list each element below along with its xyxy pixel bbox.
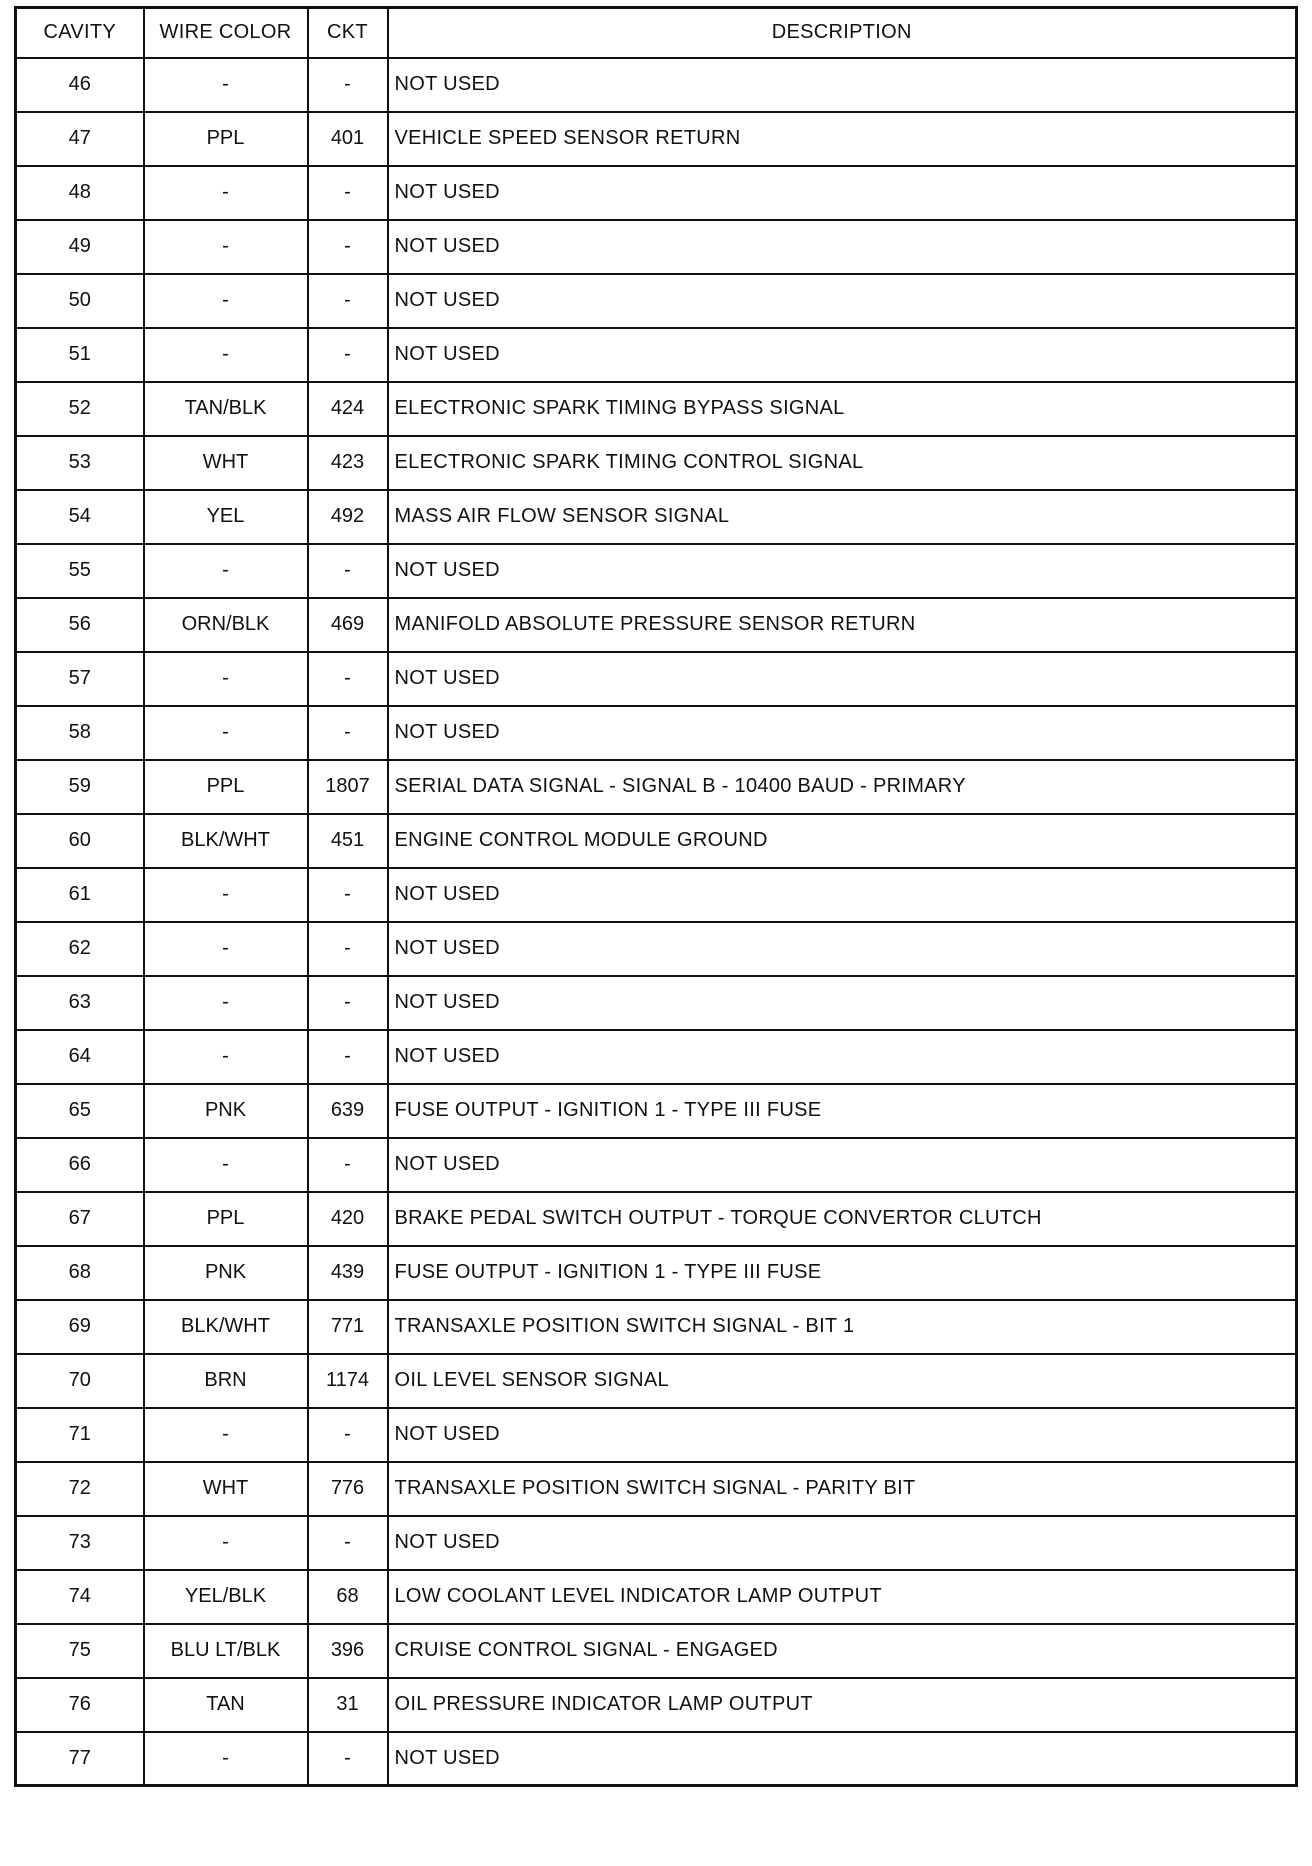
cell-description: MANIFOLD ABSOLUTE PRESSURE SENSOR RETURN <box>388 598 1297 652</box>
table-row <box>16 652 1297 706</box>
table-row <box>16 382 1297 436</box>
cell-description: NOT USED <box>388 706 1297 760</box>
cell-wire-color: - <box>144 328 308 382</box>
cell-ckt: 1807 <box>308 760 388 814</box>
cell-wire-color: - <box>144 220 308 274</box>
cell-description: FUSE OUTPUT - IGNITION 1 - TYPE III FUSE <box>388 1246 1297 1300</box>
cell-cavity: 74 <box>16 1570 144 1624</box>
table-row <box>16 1354 1297 1408</box>
cell-wire-color: - <box>144 1408 308 1462</box>
cell-description: BRAKE PEDAL SWITCH OUTPUT - TORQUE CONVERTOR CLUTCH <box>388 1192 1297 1246</box>
cell-ckt: 492 <box>308 490 388 544</box>
cell-description: TRANSAXLE POSITION SWITCH SIGNAL - PARITY BIT <box>388 1462 1297 1516</box>
cell-ckt: 396 <box>308 1624 388 1678</box>
cell-ckt: 424 <box>308 382 388 436</box>
cell-wire-color: - <box>144 544 308 598</box>
cell-ckt: 451 <box>308 814 388 868</box>
table-row <box>16 1138 1297 1192</box>
cell-ckt: 776 <box>308 1462 388 1516</box>
table-row <box>16 166 1297 220</box>
table-row <box>16 1246 1297 1300</box>
cell-description: LOW COOLANT LEVEL INDICATOR LAMP OUTPUT <box>388 1570 1297 1624</box>
cell-cavity: 64 <box>16 1030 144 1084</box>
cell-wire-color: WHT <box>144 436 308 490</box>
cell-cavity: 60 <box>16 814 144 868</box>
cell-description: NOT USED <box>388 976 1297 1030</box>
cell-wire-color: PNK <box>144 1084 308 1138</box>
cell-cavity: 49 <box>16 220 144 274</box>
cell-wire-color: WHT <box>144 1462 308 1516</box>
cell-cavity: 67 <box>16 1192 144 1246</box>
cell-description: VEHICLE SPEED SENSOR RETURN <box>388 112 1297 166</box>
connector-pinout-table <box>14 6 1298 1787</box>
cell-description: NOT USED <box>388 922 1297 976</box>
cell-wire-color: - <box>144 868 308 922</box>
cell-ckt: - <box>308 706 388 760</box>
cell-cavity: 56 <box>16 598 144 652</box>
table-row <box>16 1732 1297 1786</box>
table-row <box>16 436 1297 490</box>
cell-ckt: - <box>308 1408 388 1462</box>
cell-description: NOT USED <box>388 166 1297 220</box>
cell-ckt: - <box>308 652 388 706</box>
cell-cavity: 73 <box>16 1516 144 1570</box>
cell-ckt: 1174 <box>308 1354 388 1408</box>
cell-description: NOT USED <box>388 1732 1297 1786</box>
cell-wire-color: ORN/BLK <box>144 598 308 652</box>
cell-cavity: 51 <box>16 328 144 382</box>
cell-ckt: - <box>308 868 388 922</box>
cell-cavity: 65 <box>16 1084 144 1138</box>
cell-wire-color: PPL <box>144 1192 308 1246</box>
cell-cavity: 76 <box>16 1678 144 1732</box>
cell-wire-color: - <box>144 706 308 760</box>
cell-ckt: 68 <box>308 1570 388 1624</box>
table-row <box>16 976 1297 1030</box>
cell-wire-color: - <box>144 652 308 706</box>
header-wire-color: WIRE COLOR <box>144 8 308 58</box>
cell-wire-color: - <box>144 922 308 976</box>
table-row <box>16 1192 1297 1246</box>
cell-description: MASS AIR FLOW SENSOR SIGNAL <box>388 490 1297 544</box>
cell-wire-color: PNK <box>144 1246 308 1300</box>
cell-ckt: - <box>308 1516 388 1570</box>
cell-cavity: 48 <box>16 166 144 220</box>
cell-wire-color: YEL <box>144 490 308 544</box>
cell-wire-color: - <box>144 274 308 328</box>
cell-ckt: - <box>308 1138 388 1192</box>
cell-wire-color: PPL <box>144 760 308 814</box>
cell-wire-color: BLK/WHT <box>144 814 308 868</box>
cell-cavity: 66 <box>16 1138 144 1192</box>
cell-cavity: 68 <box>16 1246 144 1300</box>
cell-description: NOT USED <box>388 1138 1297 1192</box>
table-row <box>16 328 1297 382</box>
cell-cavity: 46 <box>16 58 144 112</box>
cell-wire-color: BLU LT/BLK <box>144 1624 308 1678</box>
cell-wire-color: - <box>144 1138 308 1192</box>
cell-cavity: 69 <box>16 1300 144 1354</box>
cell-ckt: 639 <box>308 1084 388 1138</box>
cell-description: NOT USED <box>388 652 1297 706</box>
cell-ckt: - <box>308 922 388 976</box>
cell-cavity: 63 <box>16 976 144 1030</box>
cell-description: NOT USED <box>388 1516 1297 1570</box>
cell-ckt: - <box>308 1030 388 1084</box>
cell-wire-color: BRN <box>144 1354 308 1408</box>
table-row <box>16 544 1297 598</box>
cell-cavity: 53 <box>16 436 144 490</box>
cell-cavity: 71 <box>16 1408 144 1462</box>
table-row <box>16 1462 1297 1516</box>
cell-description: FUSE OUTPUT - IGNITION 1 - TYPE III FUSE <box>388 1084 1297 1138</box>
cell-wire-color: - <box>144 1516 308 1570</box>
cell-cavity: 52 <box>16 382 144 436</box>
table-row <box>16 1084 1297 1138</box>
cell-cavity: 58 <box>16 706 144 760</box>
cell-description: CRUISE CONTROL SIGNAL - ENGAGED <box>388 1624 1297 1678</box>
cell-cavity: 59 <box>16 760 144 814</box>
cell-ckt: - <box>308 544 388 598</box>
table-row <box>16 112 1297 166</box>
cell-cavity: 72 <box>16 1462 144 1516</box>
cell-ckt: 439 <box>308 1246 388 1300</box>
cell-cavity: 55 <box>16 544 144 598</box>
cell-ckt: - <box>308 328 388 382</box>
cell-description: NOT USED <box>388 274 1297 328</box>
cell-cavity: 57 <box>16 652 144 706</box>
cell-cavity: 70 <box>16 1354 144 1408</box>
table-row <box>16 1030 1297 1084</box>
cell-description: OIL LEVEL SENSOR SIGNAL <box>388 1354 1297 1408</box>
cell-description: OIL PRESSURE INDICATOR LAMP OUTPUT <box>388 1678 1297 1732</box>
table-row <box>16 706 1297 760</box>
cell-cavity: 47 <box>16 112 144 166</box>
table-row <box>16 598 1297 652</box>
table-row <box>16 868 1297 922</box>
table-row <box>16 1516 1297 1570</box>
table-row <box>16 1408 1297 1462</box>
cell-cavity: 62 <box>16 922 144 976</box>
cell-wire-color: TAN <box>144 1678 308 1732</box>
cell-description: NOT USED <box>388 58 1297 112</box>
cell-ckt: - <box>308 274 388 328</box>
cell-wire-color: YEL/BLK <box>144 1570 308 1624</box>
cell-description: NOT USED <box>388 1408 1297 1462</box>
table-header-row <box>16 8 1297 58</box>
cell-description: NOT USED <box>388 544 1297 598</box>
cell-description: SERIAL DATA SIGNAL - SIGNAL B - 10400 BAUD - PRIMARY <box>388 760 1297 814</box>
cell-description: ELECTRONIC SPARK TIMING BYPASS SIGNAL <box>388 382 1297 436</box>
cell-cavity: 77 <box>16 1732 144 1786</box>
table-row <box>16 490 1297 544</box>
cell-ckt: 771 <box>308 1300 388 1354</box>
cell-ckt: - <box>308 166 388 220</box>
cell-ckt: - <box>308 58 388 112</box>
header-description: DESCRIPTION <box>388 8 1297 58</box>
cell-wire-color: - <box>144 1030 308 1084</box>
cell-ckt: - <box>308 1732 388 1786</box>
cell-wire-color: PPL <box>144 112 308 166</box>
cell-description: NOT USED <box>388 1030 1297 1084</box>
cell-ckt: 31 <box>308 1678 388 1732</box>
header-cavity: CAVITY <box>16 8 144 58</box>
table-row <box>16 274 1297 328</box>
cell-wire-color: BLK/WHT <box>144 1300 308 1354</box>
cell-ckt: - <box>308 976 388 1030</box>
cell-description: ENGINE CONTROL MODULE GROUND <box>388 814 1297 868</box>
cell-cavity: 54 <box>16 490 144 544</box>
cell-wire-color: - <box>144 166 308 220</box>
cell-wire-color: - <box>144 58 308 112</box>
table-row <box>16 58 1297 112</box>
cell-description: NOT USED <box>388 328 1297 382</box>
cell-description: NOT USED <box>388 220 1297 274</box>
table-row <box>16 220 1297 274</box>
table-row <box>16 814 1297 868</box>
cell-ckt: 423 <box>308 436 388 490</box>
cell-ckt: 469 <box>308 598 388 652</box>
table-row <box>16 1570 1297 1624</box>
header-ckt: CKT <box>308 8 388 58</box>
cell-description: TRANSAXLE POSITION SWITCH SIGNAL - BIT 1 <box>388 1300 1297 1354</box>
cell-wire-color: - <box>144 976 308 1030</box>
cell-wire-color: - <box>144 1732 308 1786</box>
cell-wire-color: TAN/BLK <box>144 382 308 436</box>
table-row <box>16 1678 1297 1732</box>
table-row <box>16 1300 1297 1354</box>
cell-ckt: 401 <box>308 112 388 166</box>
table-row <box>16 760 1297 814</box>
table-row <box>16 1624 1297 1678</box>
cell-ckt: - <box>308 220 388 274</box>
cell-description: NOT USED <box>388 868 1297 922</box>
cell-cavity: 50 <box>16 274 144 328</box>
cell-cavity: 75 <box>16 1624 144 1678</box>
cell-cavity: 61 <box>16 868 144 922</box>
cell-ckt: 420 <box>308 1192 388 1246</box>
cell-description: ELECTRONIC SPARK TIMING CONTROL SIGNAL <box>388 436 1297 490</box>
table-row <box>16 922 1297 976</box>
table-body <box>16 58 1297 1786</box>
